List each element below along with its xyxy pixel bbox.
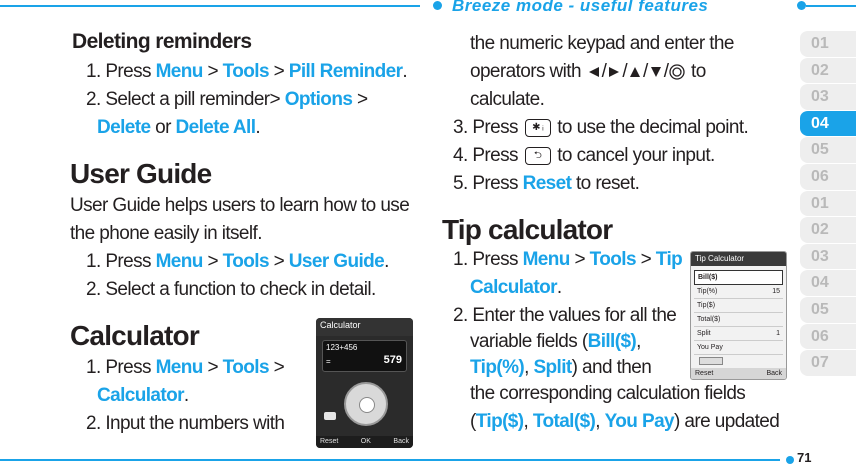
tip-step-2-cont: (Tip($), Total($), You Pay) are updated bbox=[470, 411, 780, 432]
tip-fields bbox=[691, 266, 786, 355]
ok-key-icon bbox=[669, 64, 685, 80]
header-dot bbox=[433, 1, 442, 10]
calculator-softkeys bbox=[316, 436, 413, 448]
tip-step-2-cont: the corresponding calculation fields bbox=[470, 383, 746, 404]
tip-step-2-cont: Tip(%), Split) and then bbox=[470, 357, 652, 378]
chapter-tabs bbox=[800, 30, 856, 376]
deleting-step-2: 2. Select a pill reminder> Options > bbox=[86, 89, 368, 110]
key-icon bbox=[699, 357, 723, 365]
left-arrow-key-icon bbox=[587, 65, 601, 79]
user-guide-step-2: 2. Select a function to check in detail. bbox=[86, 279, 376, 300]
user-guide-desc: the phone easily in itself. bbox=[70, 223, 262, 244]
tip-field-row bbox=[694, 285, 783, 299]
tip-field-row bbox=[694, 270, 783, 285]
tip-field-value: 15 bbox=[772, 288, 780, 295]
softkey-ok: OK bbox=[360, 438, 371, 445]
user-guide-desc: User Guide helps users to learn how to use bbox=[70, 195, 410, 216]
calculator-heading: Calculator bbox=[70, 320, 199, 351]
tip-field-label: You Pay bbox=[697, 344, 723, 351]
header-rule bbox=[0, 5, 420, 7]
tip-field-row bbox=[694, 299, 783, 313]
calculator-step-2-cont: calculate. bbox=[470, 89, 545, 110]
tip-field-label: Bill($) bbox=[698, 274, 718, 281]
tip-field-row bbox=[694, 341, 783, 355]
deleting-step-2-cont: Delete or Delete All. bbox=[97, 117, 261, 138]
chapter-tab[interactable]: 02 bbox=[800, 216, 856, 243]
back-key-icon: ⮌ bbox=[525, 147, 551, 165]
user-guide-step-1: 1. Press Menu > Tools > User Guide. bbox=[86, 251, 389, 272]
chapter-tab[interactable]: 04 bbox=[800, 110, 856, 137]
calculator-screenshot bbox=[316, 318, 413, 448]
softkey-reset: Reset bbox=[695, 370, 714, 377]
tip-step-1: 1. Press Menu > Tools > Tip bbox=[453, 249, 683, 270]
calculator-equals: = bbox=[326, 357, 331, 366]
tip-field-label: Total($) bbox=[697, 316, 721, 323]
header-rule bbox=[806, 5, 856, 7]
calculator-step-1: 1. Press Menu > Tools > bbox=[86, 357, 285, 378]
calculator-step-2-cont: operators with / / / / to bbox=[470, 61, 706, 82]
chapter-tab[interactable]: 07 bbox=[800, 349, 856, 376]
navigation-key-icon bbox=[344, 382, 388, 426]
tip-field-value: 1 bbox=[776, 330, 780, 337]
chapter-tab[interactable]: 04 bbox=[800, 269, 856, 296]
chapter-tab[interactable]: 06 bbox=[800, 323, 856, 350]
up-arrow-key-icon bbox=[628, 65, 642, 79]
calculator-screen-title: Calculator bbox=[316, 318, 413, 336]
softkey-back: Back bbox=[393, 438, 409, 445]
chapter-tab[interactable]: 03 bbox=[800, 243, 856, 270]
deleting-step-1: 1. Press Menu > Tools > Pill Reminder. bbox=[86, 61, 408, 82]
chapter-tab[interactable]: 05 bbox=[800, 136, 856, 163]
tip-field-row bbox=[694, 313, 783, 327]
star-key-icon: ✱ ᵢ bbox=[525, 119, 551, 137]
chapter-tab[interactable]: 03 bbox=[800, 83, 856, 110]
tip-field-label: Split bbox=[697, 330, 711, 337]
footer-dot bbox=[786, 456, 794, 464]
tip-softkeys bbox=[691, 368, 786, 379]
section-title: Breeze mode - useful features bbox=[452, 0, 709, 15]
user-guide-heading: User Guide bbox=[70, 158, 212, 189]
deleting-reminders-heading: Deleting reminders bbox=[72, 30, 252, 53]
header-dot bbox=[797, 1, 806, 10]
chapter-tab[interactable]: 05 bbox=[800, 296, 856, 323]
footer-rule bbox=[0, 459, 780, 461]
tip-step-2: 2. Enter the values for all the bbox=[453, 305, 677, 326]
calculator-display bbox=[322, 340, 407, 372]
tip-field-label: Tip($) bbox=[697, 302, 716, 309]
calculator-result: 579 bbox=[383, 354, 402, 366]
calculator-step-3: 3. Press ✱ ᵢ to use the decimal point. bbox=[453, 117, 749, 138]
key-icon bbox=[324, 412, 336, 420]
chapter-tab[interactable]: 01 bbox=[800, 190, 856, 217]
calculator-step-1-cont: Calculator. bbox=[97, 385, 189, 406]
calculator-expression: 123+456 bbox=[326, 343, 358, 352]
tip-step-1-cont: Calculator. bbox=[470, 277, 562, 298]
tip-calculator-heading: Tip calculator bbox=[442, 214, 613, 245]
calculator-step-2-cont: the numeric keypad and enter the bbox=[470, 33, 734, 54]
tip-field-row bbox=[694, 327, 783, 341]
softkey-reset: Reset bbox=[320, 438, 339, 445]
right-arrow-key-icon bbox=[607, 65, 621, 79]
tip-step-2-cont: variable fields (Bill($), bbox=[470, 331, 641, 352]
calculator-step-2: 2. Input the numbers with bbox=[86, 413, 285, 434]
tip-calculator-screenshot bbox=[690, 251, 787, 380]
tip-field-label: Tip(%) bbox=[697, 288, 718, 295]
chapter-tab[interactable]: 06 bbox=[800, 163, 856, 190]
calculator-step-4: 4. Press ⮌ to cancel your input. bbox=[453, 145, 715, 166]
down-arrow-key-icon bbox=[649, 65, 663, 79]
calculator-step-5: 5. Press Reset to reset. bbox=[453, 173, 640, 194]
softkey-back: Back bbox=[766, 370, 782, 377]
tip-screen-title: Tip Calculator bbox=[691, 252, 786, 266]
chapter-tab[interactable]: 01 bbox=[800, 30, 856, 57]
page-number: 71 bbox=[797, 450, 812, 465]
chapter-tab[interactable]: 02 bbox=[800, 57, 856, 84]
